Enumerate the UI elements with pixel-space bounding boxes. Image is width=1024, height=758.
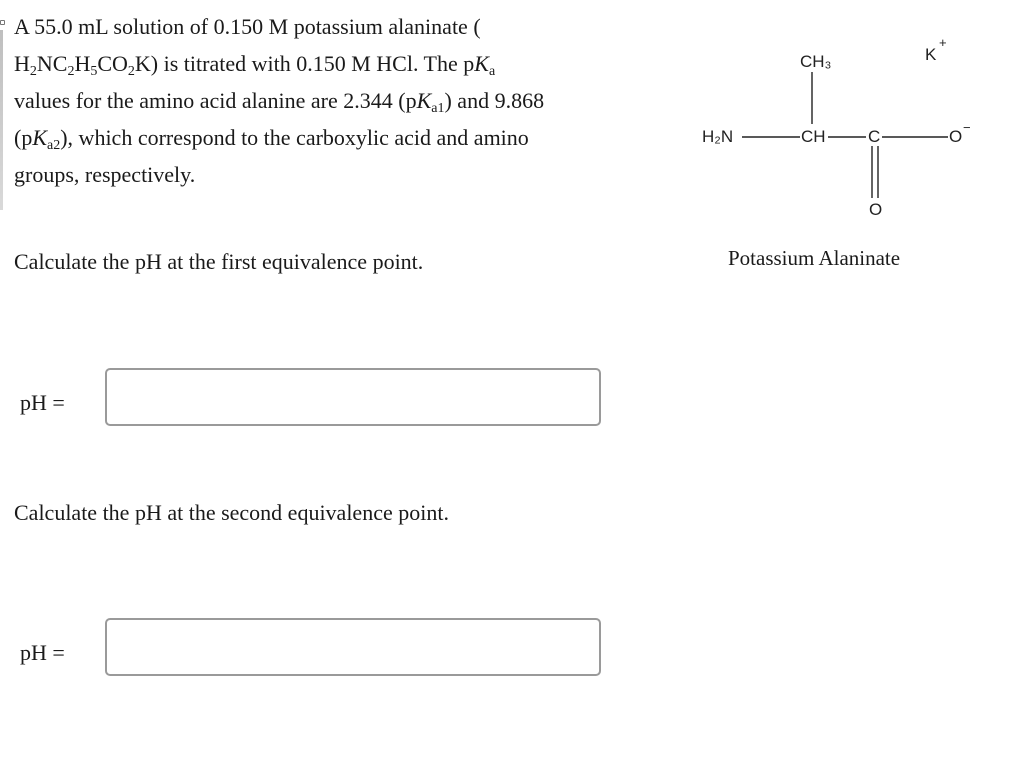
oxygen-minus-label: O: [949, 127, 963, 146]
problem-line-1: A 55.0 mL solution of 0.150 M potassium alaninate (: [14, 14, 481, 39]
ch3-label: CH₃: [800, 52, 832, 71]
problem-statement: [14, 8, 624, 193]
problem-line-4: $(pK_{a2})$, which correspond to the carboxylic acid and amino: [14, 125, 529, 153]
problem-line-5: groups, respectively.: [14, 162, 196, 187]
left-edge-stripe: [0, 30, 3, 210]
left-edge-marker: [0, 20, 5, 25]
potassium-alaninate-structure: [690, 28, 990, 228]
problem-line-2: $H_2NC_2H_5CO_2K$) is titrated with 0.150 M HCl. The $pK_a$: [14, 51, 496, 79]
ph-answer-input-2[interactable]: [105, 618, 601, 676]
potassium-charge: +: [939, 35, 947, 50]
question-2-text: Calculate the pH at the second equivalence point.: [14, 500, 449, 525]
question-1-text: Calculate the pH at the first equivalence point.: [14, 249, 424, 274]
ph-answer-input-1[interactable]: [105, 368, 601, 426]
molecule-caption: Potassium Alaninate: [728, 246, 901, 270]
ph-label-1: pH =: [20, 390, 65, 415]
oxide-charge: −: [963, 120, 971, 135]
ch-label: CH: [801, 127, 826, 146]
carbon-label: C: [868, 127, 881, 146]
carbonyl-oxygen-label: O: [869, 200, 883, 219]
h2n-label: H₂N: [702, 127, 734, 146]
problem-line-3: values for the amino acid alanine are 2.344 $(pK_{a1})$ and 9.868: [14, 88, 545, 116]
ph-label-2: pH =: [20, 640, 65, 665]
potassium-label: K: [925, 45, 937, 64]
